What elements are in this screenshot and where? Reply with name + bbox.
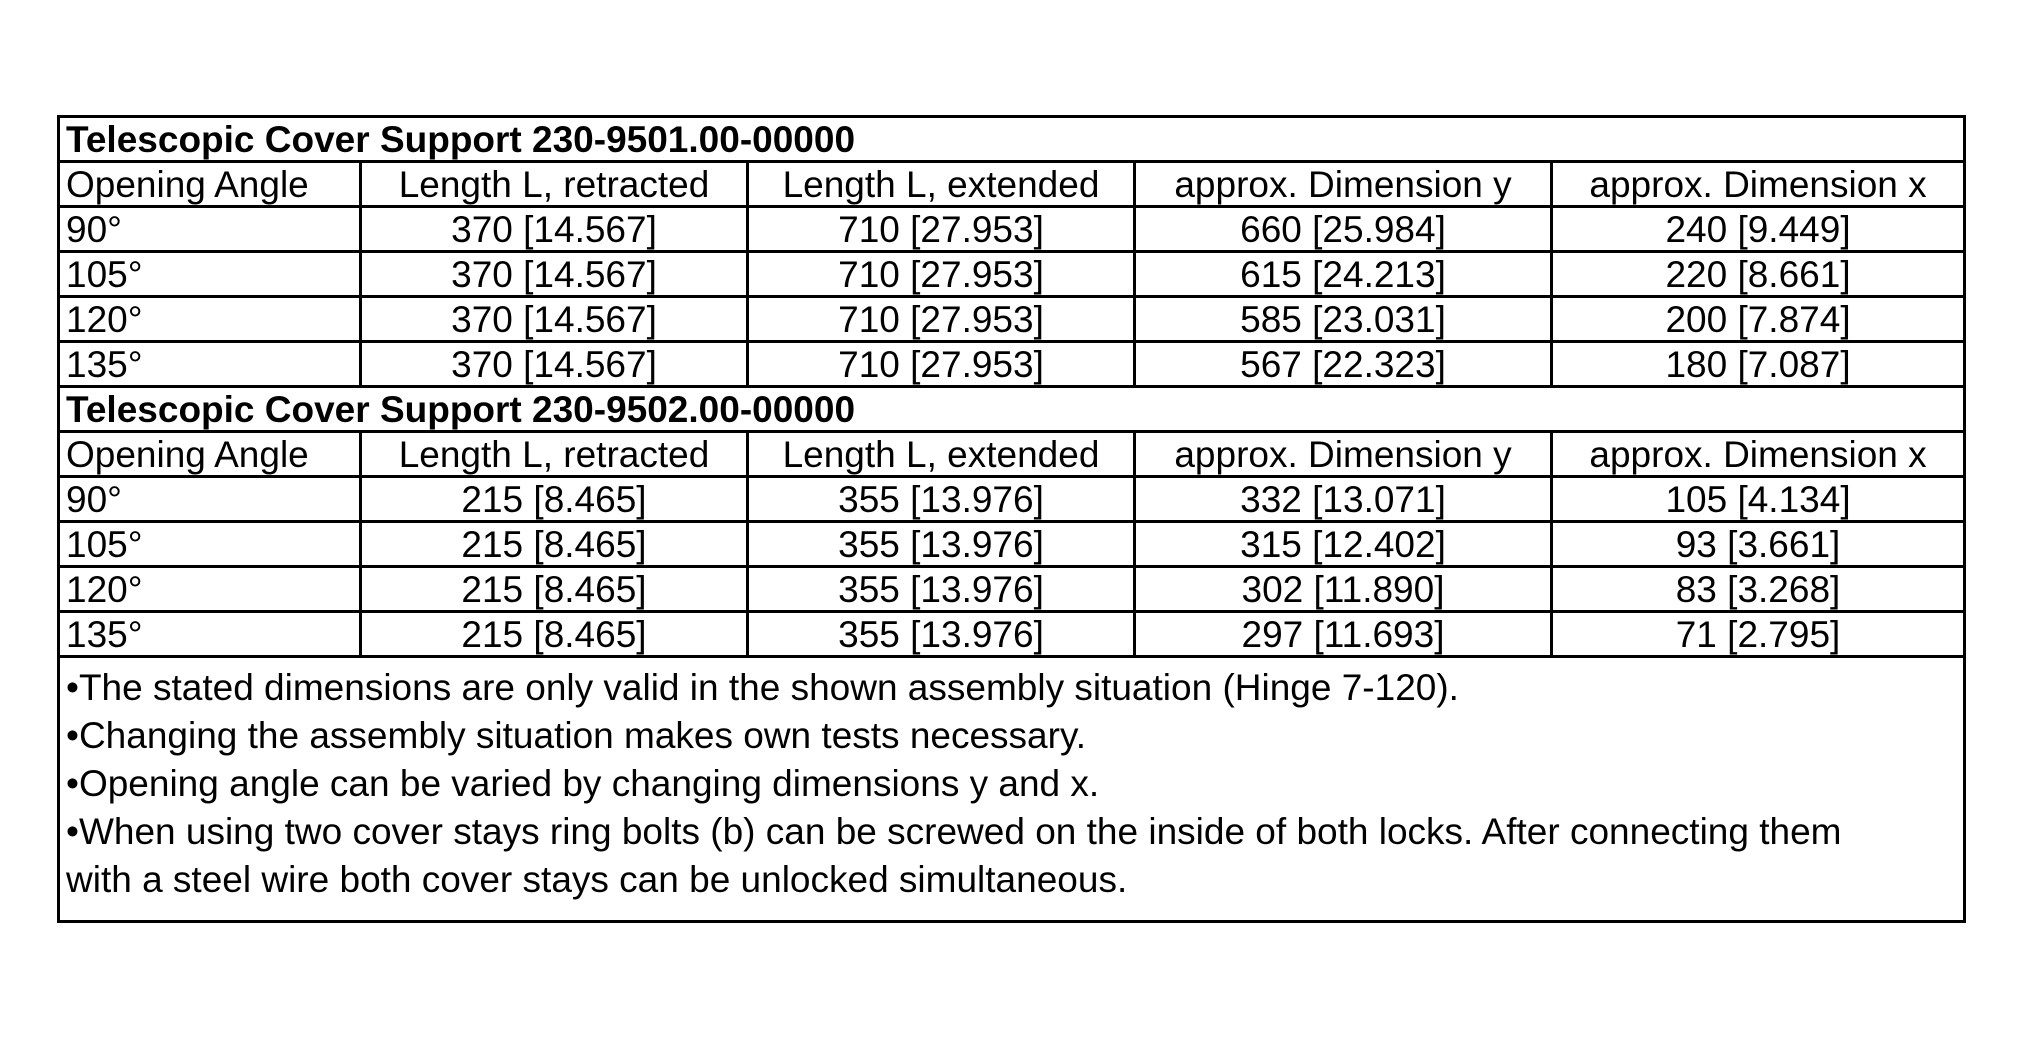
table-cell: 105 [4.134]	[1552, 477, 1965, 522]
header-cell: approx. Dimension x	[1552, 432, 1965, 477]
table-cell: 215 [8.465]	[361, 567, 748, 612]
table-cell: 120°	[59, 567, 361, 612]
table-cell: 220 [8.661]	[1552, 252, 1965, 297]
table-cell: 710 [27.953]	[748, 297, 1135, 342]
table-title-row	[59, 117, 1965, 162]
table-cell: 355 [13.976]	[748, 567, 1135, 612]
table-cell: 200 [7.874]	[1552, 297, 1965, 342]
table-cell: 71 [2.795]	[1552, 612, 1965, 657]
spec-table	[57, 115, 1966, 923]
table-cell: 370 [14.567]	[361, 252, 748, 297]
table-cell: 215 [8.465]	[361, 522, 748, 567]
table-cell: 710 [27.953]	[748, 342, 1135, 387]
header-cell: approx. Dimension y	[1135, 432, 1552, 477]
table-cell: 710 [27.953]	[748, 207, 1135, 252]
table-cell: 83 [3.268]	[1552, 567, 1965, 612]
header-cell: Length L, extended	[748, 162, 1135, 207]
table-cell: 355 [13.976]	[748, 522, 1135, 567]
table-cell: 93 [3.661]	[1552, 522, 1965, 567]
table-cell: 370 [14.567]	[361, 297, 748, 342]
table-cell: 370 [14.567]	[361, 342, 748, 387]
header-cell: approx. Dimension x	[1552, 162, 1965, 207]
note-line: •Opening angle can be varied by changing dimensions y and x.	[66, 763, 1100, 804]
table-cell: 302 [11.890]	[1135, 567, 1552, 612]
table-cell: 180 [7.087]	[1552, 342, 1965, 387]
table-row	[59, 522, 1965, 567]
table-cell: 585 [23.031]	[1135, 297, 1552, 342]
header-cell: Length L, extended	[748, 432, 1135, 477]
header-row	[59, 432, 1965, 477]
note-line: •When using two cover stays ring bolts (b) can be screwed on the inside of both locks. After connecting them	[66, 811, 1842, 852]
table-cell: 105°	[59, 522, 361, 567]
table-row	[59, 252, 1965, 297]
table-cell: 240 [9.449]	[1552, 207, 1965, 252]
header-cell: Length L, retracted	[361, 162, 748, 207]
header-cell: Opening Angle	[59, 432, 361, 477]
header-cell: Length L, retracted	[361, 432, 748, 477]
table-row	[59, 477, 1965, 522]
note-line: •Changing the assembly situation makes own tests necessary.	[66, 715, 1086, 756]
table-row	[59, 297, 1965, 342]
table-cell: 297 [11.693]	[1135, 612, 1552, 657]
table-title: Telescopic Cover Support 230-9502.00-00000	[59, 387, 1965, 432]
table-cell: 710 [27.953]	[748, 252, 1135, 297]
table-cell: 105°	[59, 252, 361, 297]
table-cell: 332 [13.071]	[1135, 477, 1552, 522]
table-cell: 355 [13.976]	[748, 612, 1135, 657]
notes-cell	[59, 657, 1965, 922]
table-cell: 315 [12.402]	[1135, 522, 1552, 567]
table-cell: 215 [8.465]	[361, 612, 748, 657]
table-cell: 120°	[59, 297, 361, 342]
table-title: Telescopic Cover Support 230-9501.00-00000	[59, 117, 1965, 162]
table-title-row	[59, 387, 1965, 432]
header-row	[59, 162, 1965, 207]
table-cell: 370 [14.567]	[361, 207, 748, 252]
table-cell: 660 [25.984]	[1135, 207, 1552, 252]
table-cell: 355 [13.976]	[748, 477, 1135, 522]
table-cell: 135°	[59, 612, 361, 657]
table-cell: 135°	[59, 342, 361, 387]
table-cell: 215 [8.465]	[361, 477, 748, 522]
table-row	[59, 342, 1965, 387]
table-row	[59, 612, 1965, 657]
table-cell: 615 [24.213]	[1135, 252, 1552, 297]
notes-row	[59, 657, 1965, 922]
table-cell: 90°	[59, 477, 361, 522]
header-cell: Opening Angle	[59, 162, 361, 207]
table-row	[59, 207, 1965, 252]
note-line: with a steel wire both cover stays can be unlocked simultaneous.	[66, 859, 1128, 900]
header-cell: approx. Dimension y	[1135, 162, 1552, 207]
table-row	[59, 567, 1965, 612]
note-line: •The stated dimensions are only valid in the shown assembly situation (Hinge 7-120).	[66, 667, 1459, 708]
table-cell: 90°	[59, 207, 361, 252]
table-cell: 567 [22.323]	[1135, 342, 1552, 387]
